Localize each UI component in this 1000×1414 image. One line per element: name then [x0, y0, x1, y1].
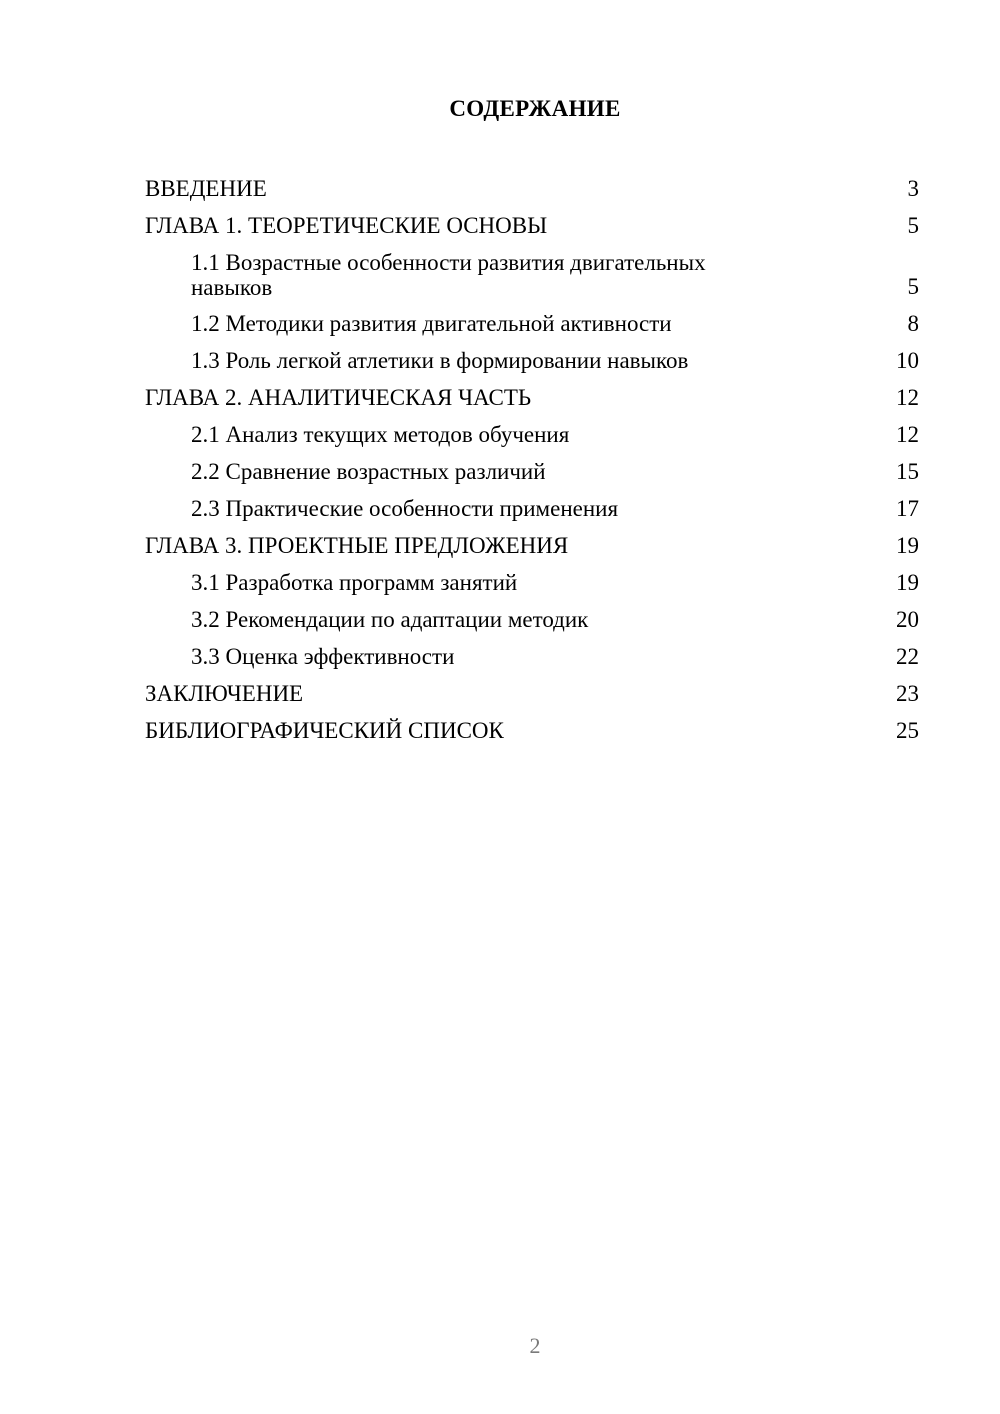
- toc-entry-label: ГЛАВА 3. ПРОЕКТНЫЕ ПРЕДЛОЖЕНИЯ: [145, 533, 569, 558]
- toc-entry[interactable]: [145, 207, 919, 244]
- toc-entry-label: 1.1 Возрастные особенности развития двигательных навыков: [191, 250, 706, 300]
- toc-entry[interactable]: [145, 601, 919, 638]
- toc-entry-page: 19: [896, 570, 919, 595]
- toc-entry-label: 1.3 Роль легкой атлетики в формировании навыков: [191, 348, 689, 373]
- toc-entry-label: ВВЕДЕНИЕ: [145, 176, 267, 201]
- toc-entry-label: 3.1 Разработка программ занятий: [191, 570, 518, 595]
- toc-entry[interactable]: [145, 527, 919, 564]
- toc-entry-label: ГЛАВА 1. ТЕОРЕТИЧЕСКИЕ ОСНОВЫ: [145, 213, 548, 238]
- toc-entry[interactable]: [145, 342, 919, 379]
- toc-entry-page: 12: [896, 422, 919, 447]
- toc-entry[interactable]: [145, 712, 919, 749]
- toc-entry[interactable]: [145, 305, 919, 342]
- toc-entry-page: 15: [896, 459, 919, 484]
- toc-entry-page: 19: [896, 533, 919, 558]
- toc-entry-page: 17: [896, 496, 919, 521]
- toc-entry-label: 2.3 Практические особенности применения: [191, 496, 619, 521]
- toc-entry[interactable]: [145, 416, 919, 453]
- toc-heading: СОДЕРЖАНИЕ: [449, 96, 621, 121]
- toc-entry[interactable]: [145, 564, 919, 601]
- toc-entry[interactable]: [145, 490, 919, 527]
- toc-entry-page: 23: [896, 681, 919, 706]
- table-of-contents: [145, 170, 919, 749]
- toc-entry-label: 3.3 Оценка эффективности: [191, 644, 455, 669]
- toc-entry-label: БИБЛИОГРАФИЧЕСКИЙ СПИСОК: [145, 718, 504, 743]
- toc-entry-page: 8: [907, 311, 919, 336]
- toc-entry-page: 5: [907, 213, 919, 238]
- toc-entry-page: 22: [896, 644, 919, 669]
- toc-entry-label: 2.1 Анализ текущих методов обучения: [191, 422, 570, 447]
- toc-entry[interactable]: [145, 453, 919, 490]
- toc-entry-page: 12: [896, 385, 919, 410]
- toc-entry[interactable]: [145, 170, 919, 207]
- toc-entry-label: ЗАКЛЮЧЕНИЕ: [145, 681, 304, 706]
- toc-entry-page: 5: [907, 274, 919, 299]
- toc-entry[interactable]: [145, 379, 919, 416]
- toc-entry-label: 3.2 Рекомендации по адаптации методик: [191, 607, 589, 632]
- toc-entry-page: 20: [896, 607, 919, 632]
- toc-entry-label: 1.2 Методики развития двигательной активности: [191, 311, 672, 336]
- page-number: 2: [529, 1333, 541, 1358]
- toc-entry-page: 25: [896, 718, 919, 743]
- toc-entry[interactable]: [145, 638, 919, 675]
- toc-entry-label: 2.2 Сравнение возрастных различий: [191, 459, 546, 484]
- toc-entry-page: 3: [907, 176, 919, 201]
- toc-entry-label: ГЛАВА 2. АНАЛИТИЧЕСКАЯ ЧАСТЬ: [145, 385, 532, 410]
- toc-entry[interactable]: [145, 244, 919, 305]
- toc-entry[interactable]: [145, 675, 919, 712]
- toc-entry-page: 10: [896, 348, 919, 373]
